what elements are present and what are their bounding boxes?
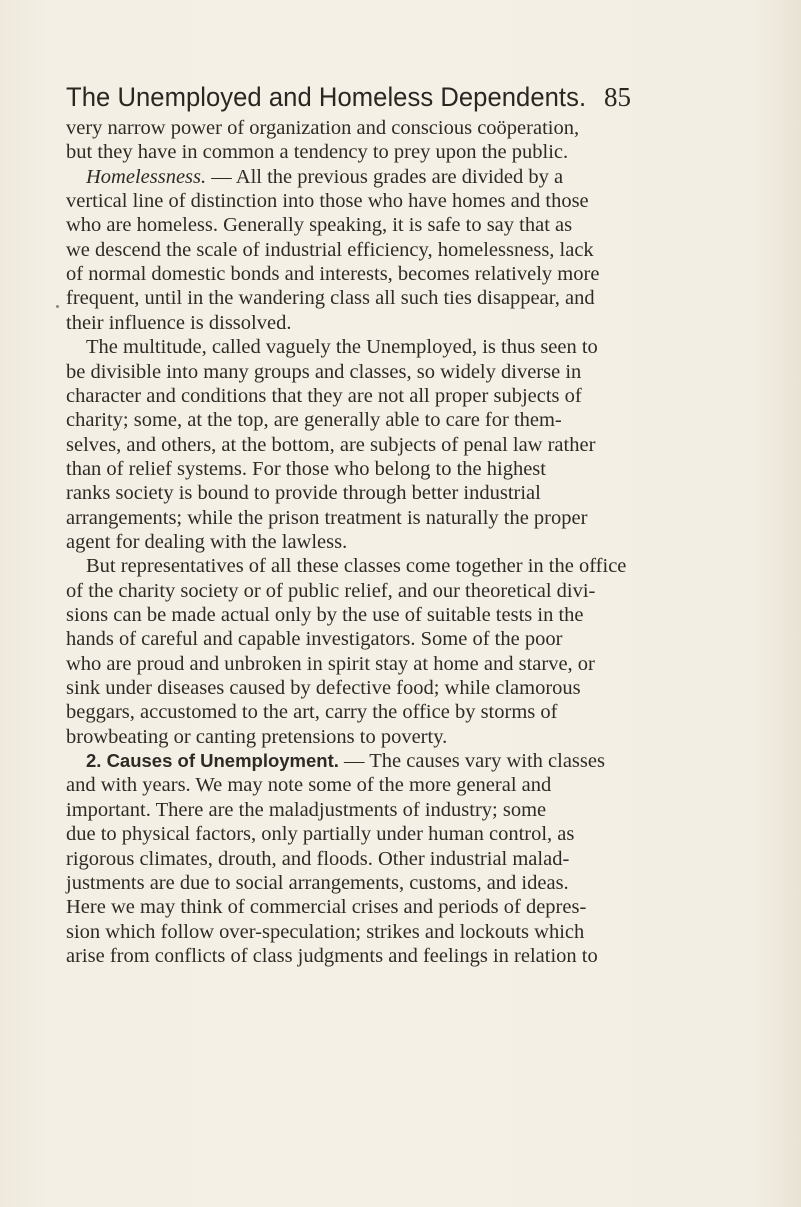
line-text: due to physical factors, only partially under human control, as [66, 823, 575, 846]
line-text: arise from conflicts of class judgments and feelings in relation to [66, 944, 598, 967]
text-line [66, 407, 562, 433]
text-line [86, 748, 605, 774]
line-text: sion which follow over-speculation; strikes and lockouts which [66, 920, 585, 943]
line-text: their influence is dissolved. [66, 311, 292, 334]
text-line [66, 359, 581, 385]
line-text: who are homeless. Generally speaking, it is safe to say that as [66, 214, 573, 237]
text-line [66, 310, 291, 336]
line-text: beggars, accustomed to the art, carry the office by storms of [66, 701, 558, 724]
line-text: frequent, until in the wandering class all such ties disappear, and [66, 287, 595, 310]
text-line [66, 919, 584, 945]
text-line [66, 578, 595, 604]
line-text: than of relief systems. For those who belong to the highest [66, 457, 546, 480]
line-text: — The causes vary with classes [338, 750, 605, 773]
line-text: ranks society is bound to provide through better industrial [66, 482, 541, 505]
text-line [66, 943, 598, 969]
line-text: be divisible into many groups and classes, so widely diverse in [66, 360, 582, 383]
line-text: who are proud and unbroken in spirit stay at home and starve, or [66, 652, 595, 675]
text-line [66, 115, 579, 141]
text-line [66, 626, 562, 652]
text-line [66, 675, 581, 701]
line-text: arrangements; while the prison treatment is naturally the proper [66, 506, 588, 529]
line-text: agent for dealing with the lawless. [66, 530, 348, 553]
text-line [66, 870, 569, 896]
text-line [66, 480, 541, 506]
text-line [66, 505, 587, 531]
text-line [66, 432, 595, 458]
text-line [66, 772, 551, 798]
running-title: The Unemployed and Homeless Dependents. [66, 82, 587, 112]
line-text: vertical line of distinction into those who have homes and those [66, 190, 589, 213]
line-text: important. There are the maladjustments of industry; some [66, 798, 547, 821]
text-line [66, 261, 599, 287]
text-line [86, 164, 563, 190]
line-text: we descend the scale of industrial efficiency, homelessness, lack [66, 238, 594, 261]
text-line [66, 699, 557, 725]
text-line [66, 821, 574, 847]
section-heading-italic: Homelessness. [86, 165, 207, 188]
line-text: and with years. We may note some of the more general and [66, 774, 552, 797]
line-text: rigorous climates, drouth, and floods. Other industrial malad- [66, 847, 570, 870]
line-text: sions can be made actual only by the use of suitable tests in the [66, 604, 584, 626]
line-text: But representatives of all these classes come together in the office [86, 555, 627, 578]
line-text: very narrow power of organization and conscious coöperation, [66, 117, 580, 139]
line-text: charity; some, at the top, are generally able to care for them- [66, 409, 562, 432]
text-line [66, 846, 569, 872]
line-text: sink under diseases caused by defective food; while clamorous [66, 677, 581, 700]
line-text: — All the previous grades are divided by a [206, 165, 564, 188]
text-line [66, 237, 594, 263]
text-line [66, 602, 584, 628]
text-line [66, 456, 546, 482]
text-line [66, 529, 347, 555]
section-heading-bold: 2. Causes of Unemployment. [86, 750, 339, 772]
line-text: of normal domestic bonds and interests, becomes relatively more [66, 263, 600, 286]
text-line [66, 212, 572, 238]
text-line [86, 334, 598, 360]
text-line [86, 553, 626, 579]
line-text: of the charity society or of public relief, and our theoretical divi- [66, 579, 596, 602]
page-number: 85 [604, 82, 631, 112]
line-text: Here we may think of commercial crises and periods of depres- [66, 896, 587, 919]
line-text: but they have in common a tendency to prey upon the public. [66, 141, 569, 164]
text-line [66, 383, 582, 409]
text-line [66, 724, 447, 750]
line-text: character and conditions that they are not all proper subjects of [66, 384, 582, 407]
line-text: The multitude, called vaguely the Unemployed, is thus seen to [86, 336, 598, 359]
text-line [66, 285, 595, 311]
text-line [66, 139, 568, 165]
text-line [66, 651, 595, 677]
margin-mark [56, 305, 59, 308]
line-text: justments are due to social arrangements, customs, and ideas. [66, 871, 569, 894]
text-line [66, 188, 589, 214]
text-line [66, 797, 546, 823]
text-line [66, 894, 586, 920]
line-text: hands of careful and capable investigators. Some of the poor [66, 628, 563, 651]
line-text: browbeating or canting pretensions to poverty. [66, 725, 448, 748]
line-text: selves, and others, at the bottom, are subjects of penal law rather [66, 433, 596, 456]
